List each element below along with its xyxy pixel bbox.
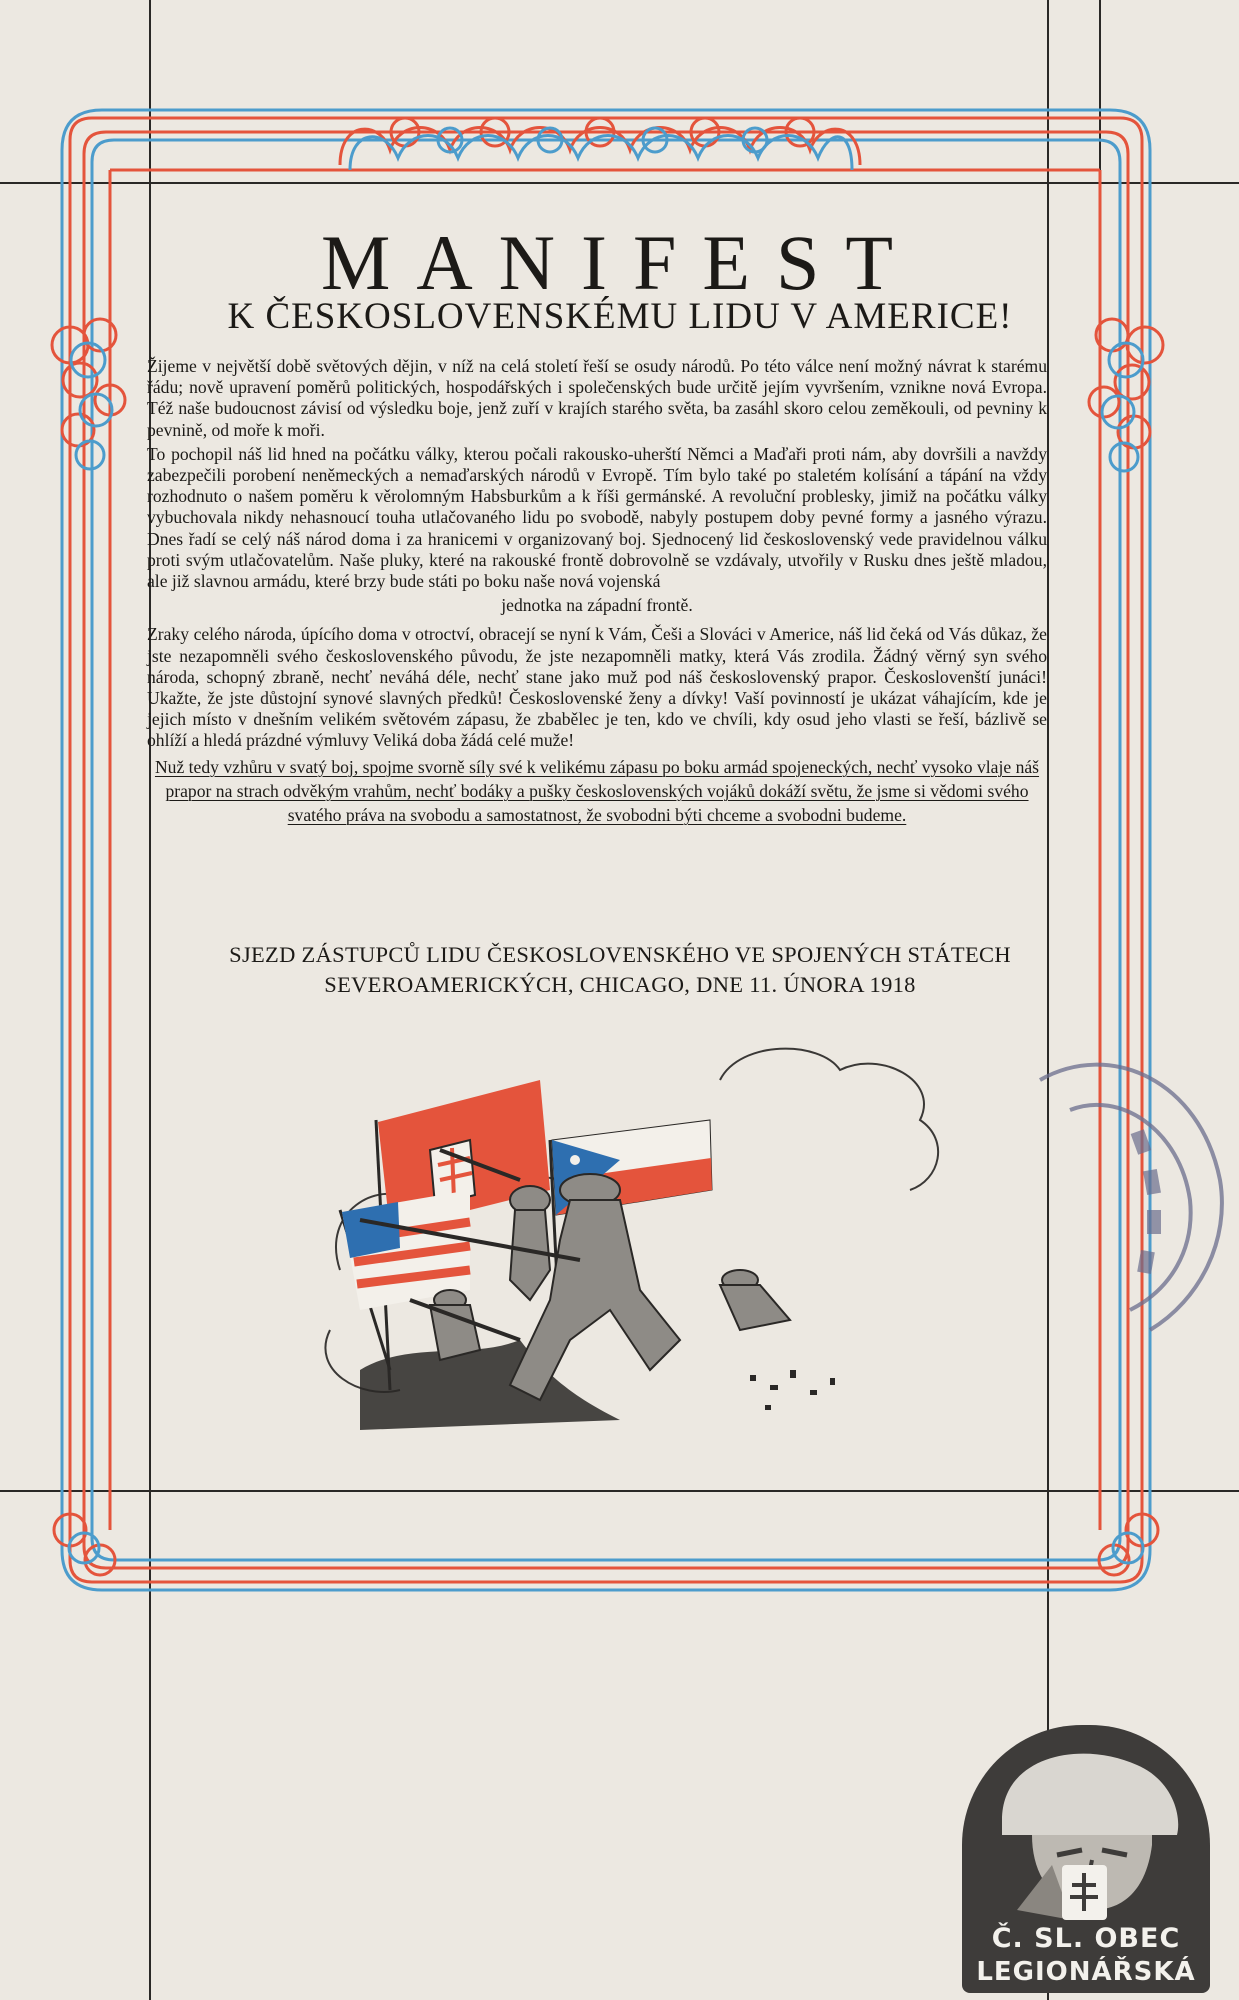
paragraph-3: Zraky celého národa, úpícího doma v otroctví, obracejí se nyní k Vám, Češi a Slováci v Americe, náš lid čeká od Vás důkaz, že jste nezapomněli svého československého původu, že jste nezapomněli matky, která Vás zrodila. Žádný věrný syn svého národa, schopný zbraně, nechť neváhá déle, nechť stane jako muž pod náš československý prapor. Českoslovenští junáci! Ukažte, že jste důstojní synové slavných předků! Československé ženy a dívky! Vaší povinností je ukázat váhajícím, kde je jejich místo v dnešním velikém světovém zápasu, že zbabělec je ten, kdo ve chvíli, kdy osud jeho vlasti se řeší, bázlivě se ohlíží a hledá prázdné výmluvy Veliká doba žádá celé muže!	[147, 624, 1047, 751]
signature-block	[150, 940, 1090, 1000]
paragraph-4-underlined: Nuž tedy vzhůru v svatý boj, spojme svorně síly své k velikému zápasu po boku armád spojeneckých, nechť vysoko vlaje náš prapor na strach odvěkým vrahům, nechť bodáky a pušky československých vojáků dokáží světu, že jsme si vědomi svého svatého práva na svobodu a samostatnost, že svobodni býti chceme a svobodni budeme.	[154, 756, 1040, 825]
logo-text-line-2: LEGIONÁŘSKÁ	[976, 1957, 1196, 1987]
soldier-helmet-icon	[962, 1725, 1210, 1925]
paragraph-2: To pochopil náš lid hned na počátku války, kterou počali rakousko-uherští Němci a Maďaři proti nám, aby dovršili a navždy zabezpečili porobení neněmeckých a nemaďarských národů v Evropě. Tím bylo také po staletém kolísání a tápání na vždy rozhodnuto o našem poměru k věrolomným Habsburkům a k říši germánské. A revoluční problesky, jimiž na počátku války vybuchovala nikdy nehasnoucí touha utlačovaného lidu po svobodě, nabyly postupem doby pevné formy a jasného výrazu. Dnes řadí se celý náš národ doma i za hranicemi v organizovaný boj. Sjednocený lid československý vede pravidelnou válku proti svým utlačovatelům. Naše pluky, které na rakouské frontě dobrovolně se vzdávaly, utvořily v Rusku dnes ještě mladou, ale již slavnou armádu, které brzy bude státi po boku naše nová vojenská	[147, 443, 1047, 592]
signature-line-2: SEVEROAMERICKÝCH, CHICAGO, DNE 11. ÚNORA 1918	[324, 972, 916, 997]
signature-line-1: SJEZD ZÁSTUPCŮ LIDU ČESKOSLOVENSKÉHO VE SPOJENÝCH STÁTECH	[229, 942, 1011, 967]
manifest-subtitle: K ČESKOSLOVENSKÉMU LIDU V AMERICE!	[227, 296, 1013, 337]
postal-cancellation-stamp	[1030, 1040, 1230, 1340]
legionnaire-logo	[962, 1725, 1210, 1993]
paragraph-2-tail: jednotka na západní frontě.	[501, 595, 693, 616]
logo-text-line-1: Č. SL. OBEC	[991, 1923, 1181, 1954]
manifest-body	[147, 356, 1047, 830]
battle-illustration	[320, 1040, 960, 1450]
manifest-title: MANIFEST	[320, 219, 920, 306]
paragraph-1: Žijeme v největší době světových dějin, v níž na celá století řeší se osudy národů. Po této válce není možný návrat k starému řádu; nově upravení poměrů politických, hospodářských i společenských bude určitě jejím vyvršením, vznikne nová Evropa. Též naše budoucnost závisí od výsledku boje, jenž zuří v krajích starého světa, ba zasáhl skoro celou zeměkouli, od pevniny k pevnině, od moře k moři.	[147, 356, 1047, 440]
